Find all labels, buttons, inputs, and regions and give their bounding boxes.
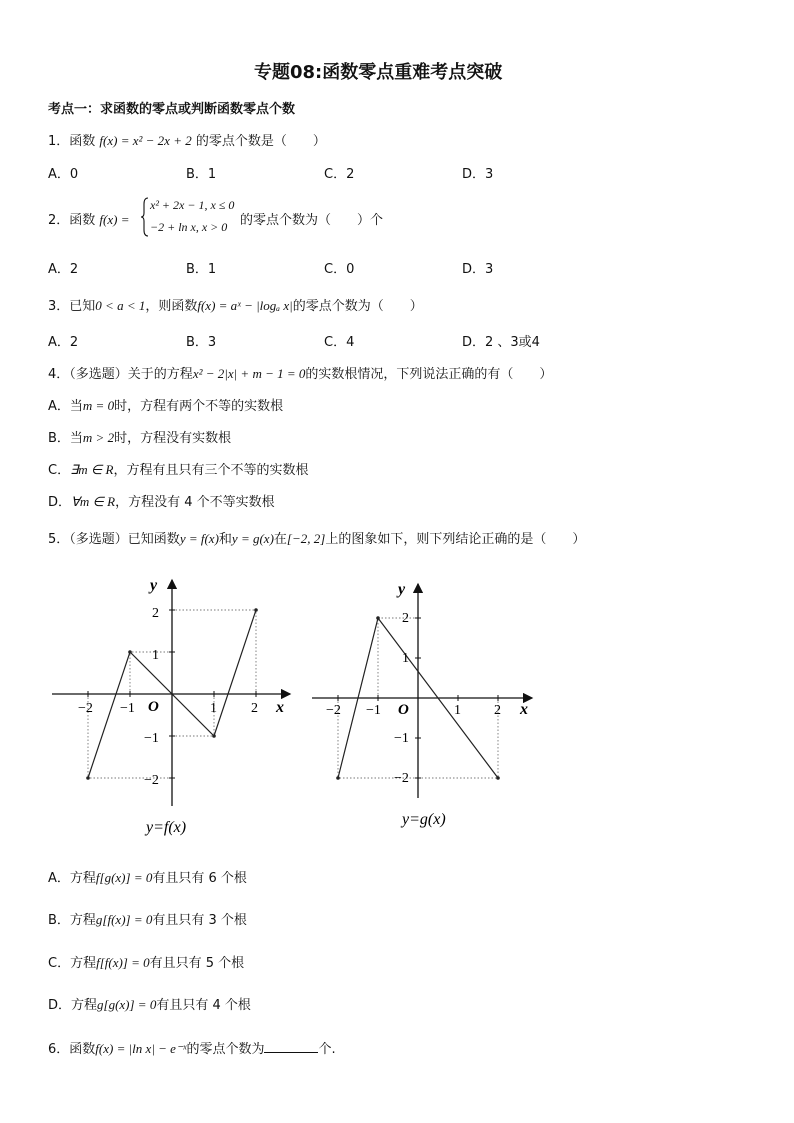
- x-tick-label: 1: [210, 701, 217, 716]
- x-tick-label: −2: [78, 701, 93, 716]
- q2-option-c: C．0: [324, 262, 355, 277]
- question-number: 6．: [48, 1042, 70, 1057]
- case-1: x² + 2x − 1, x ≤ 0: [150, 198, 235, 212]
- graph-f: [48, 570, 308, 850]
- question-2: 2．函数 f(x) =: [48, 212, 130, 228]
- x-tick-label: 2: [494, 703, 501, 718]
- vertex-point: [336, 776, 340, 780]
- y-axis-label: y: [398, 581, 406, 598]
- q2-option-b: B．1: [186, 262, 217, 277]
- vertex-point: [212, 734, 216, 738]
- question-6: 6．函数f(x) = |ln x| − e⁻ˣ的零点个数为 个.: [48, 1041, 336, 1057]
- q4-option-d: D．∀m ∈ R，方程没有 4 个不等实数根: [48, 494, 275, 510]
- q3-option-b: B．3: [186, 335, 217, 350]
- y-tick-label: 1: [152, 648, 159, 663]
- x-tick-label: 2: [251, 701, 258, 716]
- x-axis-label: x: [520, 701, 528, 718]
- q5-option-d: D．方程g[g(x)] = 0有且只有 4 个根: [48, 997, 251, 1013]
- x-axis-label: x: [276, 699, 284, 716]
- question-number: 2．: [48, 213, 70, 228]
- section-heading: 考点一：求函数的零点或判断函数零点个数: [48, 102, 296, 117]
- q3-option-a: A．2: [48, 335, 79, 350]
- origin-label: O: [398, 702, 409, 718]
- q4-option-c: C．∃m ∈ R，方程有且只有三个不等的实数根: [48, 462, 309, 478]
- x-tick-label: −1: [120, 701, 135, 716]
- question-3: 3．已知0 < a < 1，则函数f(x) = aˣ − |logₐ x|的零点个数为（ ）: [48, 298, 423, 314]
- formula-lhs: f(x) =: [99, 212, 130, 227]
- q1-option-c: C．2: [324, 167, 355, 182]
- question-number: 1．: [48, 134, 70, 149]
- case-2: −2 + ln x, x > 0: [150, 220, 228, 234]
- graph-caption: y=f(x): [146, 819, 187, 836]
- question-number: 5．: [48, 532, 70, 547]
- q4-option-b: B．当m > 2时，方程没有实数根: [48, 430, 232, 446]
- y-axis-label: y: [150, 577, 158, 594]
- vertex-point: [496, 776, 500, 780]
- x-tick-label: −2: [326, 703, 341, 718]
- q2-option-a: A．2: [48, 262, 79, 277]
- page-title: 专题08:函数零点重难考点突破: [254, 62, 503, 83]
- question-1: 1．函数 f(x) = x² − 2x + 2 的零点个数是（ ）: [48, 133, 326, 149]
- y-tick-label: 2: [402, 611, 409, 626]
- brace-icon: [140, 196, 150, 238]
- q5-option-c: C．方程f[f(x)] = 0有且只有 5 个根: [48, 955, 245, 971]
- formula: f(x) = aˣ − |logₐ x|: [197, 298, 293, 313]
- q3-option-d: D．2 、3或4: [462, 335, 540, 350]
- formula: f(x) = |ln x| − e⁻ˣ: [95, 1041, 187, 1056]
- multi-choice-tag: （多选题）: [69, 367, 128, 382]
- y-tick-label: 1: [402, 651, 409, 666]
- q5-option-a: A．方程f[g(x)] = 0有且只有 6 个根: [48, 870, 247, 886]
- y-tick-label: −1: [144, 731, 159, 746]
- y-tick-label: −1: [394, 731, 409, 746]
- vertex-point: [86, 776, 90, 780]
- y-tick-label: 2: [152, 606, 159, 621]
- question-5: 5．（多选题）已知函数y = f(x)和y = g(x)在[−2, 2]上的图象如下，则下列结论正确的是（ ）: [48, 531, 586, 547]
- formula: f(x) = x² − 2x + 2: [99, 133, 192, 148]
- question-4: 4．（多选题）关于的方程x² − 2|x| + m − 1 = 0的实数根情况，下列说法正确的有（ ）: [48, 366, 553, 382]
- q1-option-d: D．3: [462, 167, 494, 182]
- x-tick-label: 1: [454, 703, 461, 718]
- y-tick-label: −2: [144, 773, 159, 788]
- question-number: 4．: [48, 367, 70, 382]
- q1-option-b: B．1: [186, 167, 217, 182]
- vertex-point: [128, 650, 132, 654]
- y-tick-label: −2: [394, 771, 409, 786]
- condition: 0 < a < 1: [95, 298, 146, 313]
- formula: x² − 2|x| + m − 1 = 0: [192, 366, 306, 381]
- q3-option-c: C．4: [324, 335, 355, 350]
- vertex-point: [376, 616, 380, 620]
- question-number: 3．: [48, 299, 70, 314]
- q4-option-a: A．当m = 0时，方程有两个不等的实数根: [48, 398, 284, 414]
- multi-choice-tag: （多选题）: [69, 532, 128, 547]
- x-tick-label: −1: [366, 703, 381, 718]
- q5-option-b: B．方程g[f(x)] = 0有且只有 3 个根: [48, 912, 247, 928]
- q1-option-a: A．0: [48, 167, 79, 182]
- answer-blank: [264, 1040, 318, 1053]
- q2-option-d: D．3: [462, 262, 494, 277]
- origin-label: O: [148, 699, 159, 715]
- vertex-point: [254, 608, 258, 612]
- graph-g: [308, 570, 548, 840]
- graph-caption: y=g(x): [402, 811, 446, 828]
